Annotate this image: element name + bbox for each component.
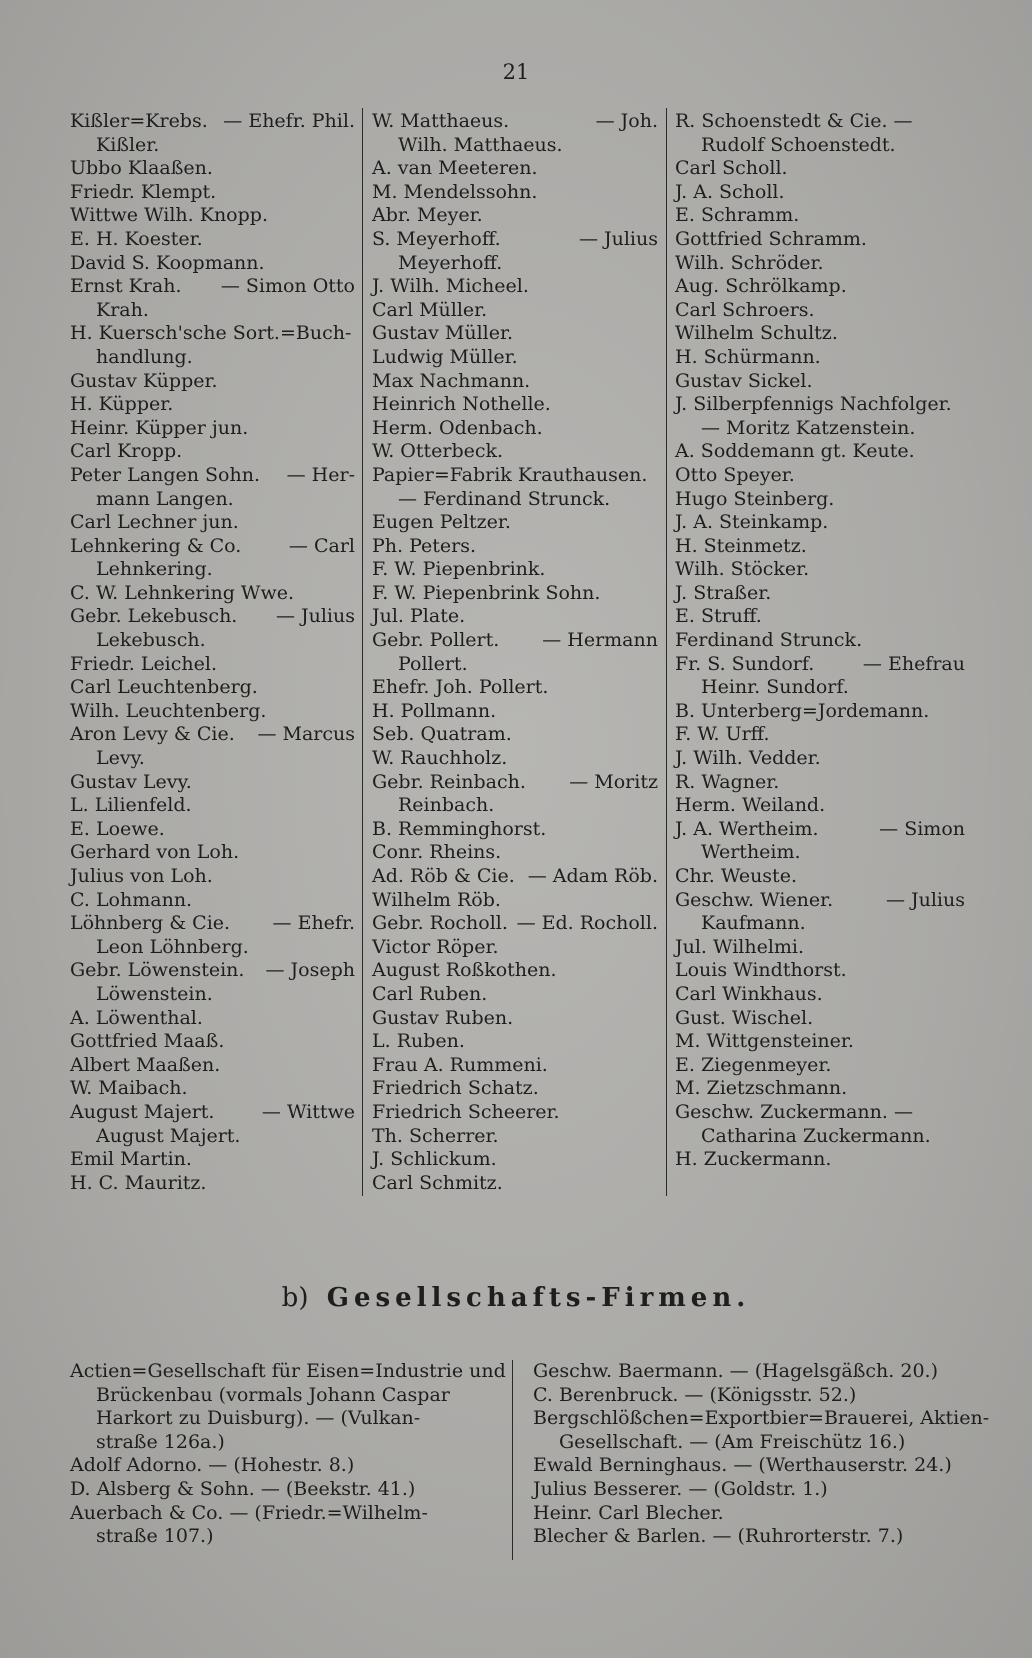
directory-entry-line: Gustav Levy.: [70, 770, 192, 793]
directory-entry-line: [70, 959, 355, 983]
directory-entry-line: Wilh. Matthaeus.: [398, 133, 563, 156]
directory-entry-line: M. Wittgensteiner.: [675, 1030, 854, 1053]
directory-entry-line: Carl Müller.: [372, 298, 488, 321]
entry-part: Gebr. Löwenstein.: [70, 959, 245, 982]
directory-entry-line: J. Silberpfennigs Nachfolger.: [675, 393, 952, 416]
directory-entry-line: Carl Scholl.: [675, 157, 788, 180]
directory-entry-line: Max Nachmann.: [372, 369, 531, 392]
entry-part: — Ed. Rocholl.: [516, 912, 658, 935]
directory-entry-line: Geschw. Zuckermann. —: [675, 1100, 913, 1123]
directory-entry-line: Friedr. Leichel.: [70, 652, 217, 675]
directory-entry-line: — Moritz Katzenstein.: [701, 416, 916, 439]
directory-entry-line: H. Pollmann.: [372, 699, 497, 722]
directory-entry-line: Wertheim.: [701, 841, 801, 864]
directory-entry-line: H. Kuersch'sche Sort.=Buch-: [70, 322, 352, 345]
directory-entry-line: C. Lohmann.: [70, 888, 193, 911]
directory-entry-line: Geschw. Baermann. — (Hagelsgäßch. 20.): [533, 1360, 939, 1382]
directory-entry-line: D. Alsberg & Sohn. — (Beekstr. 41.): [70, 1477, 416, 1500]
page-number: 21: [502, 60, 530, 84]
directory-entry-line: [70, 535, 355, 559]
entry-part: — Moritz: [569, 770, 658, 793]
directory-entry-line: Gerhard von Loh.: [70, 841, 240, 864]
directory-entry-line: Catharina Zuckermann.: [701, 1124, 931, 1147]
directory-entry-line: Julius Besserer. — (Goldstr. 1.): [533, 1477, 828, 1500]
directory-entry-line: Wilh. Schröder.: [675, 251, 824, 274]
entry-part: S. Meyerhoff.: [372, 227, 501, 250]
directory-entry-line: [70, 1101, 355, 1125]
entry-part: August Majert.: [70, 1100, 215, 1123]
directory-entry-line: Aug. Schrölkamp.: [675, 275, 847, 298]
entry-part: Peter Langen Sohn.: [70, 463, 261, 486]
directory-entry-line: [70, 912, 355, 936]
company-list-right: [533, 1360, 990, 1549]
directory-entry-line: [70, 605, 355, 629]
directory-entry-line: Krah.: [96, 298, 149, 321]
directory-entry-line: Victor Röper.: [372, 935, 499, 958]
section-title: Gesellschafts-Firmen.: [326, 1283, 751, 1313]
directory-entry-line: Heinr. Sundorf.: [701, 676, 849, 699]
directory-entry-line: Herm. Odenbach.: [372, 416, 543, 439]
entry-part: Kißler=Krebs.: [70, 110, 208, 132]
directory-entry-line: Emil Martin.: [70, 1148, 192, 1171]
directory-entry-line: [372, 228, 658, 252]
directory-entry-line: Kaufmann.: [701, 912, 806, 935]
directory-entry-line: J. A. Scholl.: [675, 180, 785, 203]
directory-entry-line: R. Schoenstedt & Cie. —: [675, 110, 913, 132]
directory-entry-line: A. Soddemann gt. Keute.: [675, 440, 915, 463]
directory-entry-line: C. Berenbruck. — (Königsstr. 52.): [533, 1383, 857, 1406]
directory-entry-line: Brückenbau (vormals Johann Caspar: [96, 1383, 450, 1406]
directory-entry-line: Wilhelm Röb.: [372, 888, 501, 911]
directory-entry-line: Lekebusch.: [96, 629, 206, 652]
directory-entry-line: [372, 771, 658, 795]
column-divider: [362, 108, 363, 1196]
directory-entry-line: Ferdinand Strunck.: [675, 629, 863, 652]
entry-part: Fr. S. Sundorf.: [675, 652, 815, 675]
directory-entry-line: Gustav Sickel.: [675, 369, 813, 392]
directory-entry-line: A. Löwenthal.: [70, 1006, 203, 1029]
directory-entry-line: August Roßkothen.: [372, 959, 557, 982]
directory-entry-line: Jul. Plate.: [372, 605, 466, 628]
entry-part: — Her-: [286, 463, 355, 486]
entry-part: — Julius: [885, 888, 965, 911]
directory-entry-line: W. Rauchholz.: [372, 747, 508, 770]
directory-entry-line: Harkort zu Duisburg). — (Vulkan-: [96, 1407, 421, 1430]
directory-entry-line: M. Zietzschmann.: [675, 1077, 848, 1100]
directory-entry-line: Hugo Steinberg.: [675, 487, 835, 510]
directory-entry-line: Carl Leuchtenberg.: [70, 676, 258, 699]
directory-entry-line: E. H. Koester.: [70, 227, 203, 250]
directory-entry-line: Gesellschaft. — (Am Freischütz 16.): [559, 1430, 906, 1453]
section-prefix: b): [281, 1283, 309, 1313]
directory-entry-line: Eugen Peltzer.: [372, 511, 511, 534]
directory-entry-line: — Ferdinand Strunck.: [398, 487, 611, 510]
directory-column-2: [372, 110, 658, 1195]
directory-entry-line: Ewald Berninghaus. — (Werthauserstr. 24.): [533, 1454, 952, 1477]
directory-entry-line: Ubbo Klaaßen.: [70, 157, 213, 180]
directory-entry-line: Louis Windthorst.: [675, 959, 847, 982]
directory-entry-line: Ph. Peters.: [372, 534, 477, 557]
directory-entry-line: Adolf Adorno. — (Hohestr. 8.): [70, 1454, 355, 1477]
directory-entry-line: Friedrich Scheerer.: [372, 1100, 560, 1123]
directory-entry-line: Heinr. Carl Blecher.: [533, 1501, 724, 1524]
entry-part: — Adam Röb.: [527, 865, 658, 887]
directory-entry-line: Julius von Loh.: [70, 865, 213, 887]
entry-part: Löhnberg & Cie.: [70, 912, 231, 935]
directory-entry-line: Auerbach & Co. — (Friedr.=Wilhelm-: [70, 1501, 428, 1524]
directory-entry-line: J. A. Steinkamp.: [675, 511, 829, 534]
directory-entry-line: Conr. Rheins.: [372, 841, 502, 864]
entry-part: — Wittwe: [261, 1100, 355, 1123]
directory-entry-line: B. Remminghorst.: [372, 817, 547, 840]
directory-entry-line: David S. Koopmann.: [70, 251, 265, 274]
directory-entry-line: [372, 912, 658, 936]
directory-entry-line: [70, 464, 355, 488]
directory-entry-line: straße 126a.): [96, 1430, 225, 1453]
directory-entry-line: W. Otterbeck.: [372, 440, 504, 463]
directory-entry-line: Gottfried Maaß.: [70, 1030, 225, 1053]
directory-entry-line: Otto Speyer.: [675, 463, 795, 486]
directory-entry-line: Pollert.: [398, 652, 468, 675]
directory-entry-line: E. Loewe.: [70, 817, 165, 840]
entry-part: Aron Levy & Cie.: [70, 723, 235, 746]
directory-entry-line: Wilh. Stöcker.: [675, 558, 810, 581]
entry-part: Ad. Röb & Cie.: [372, 865, 515, 887]
directory-entry-line: Levy.: [96, 747, 145, 770]
directory-entry-line: L. Lilienfeld.: [70, 794, 192, 817]
entry-part: — Marcus: [257, 723, 355, 746]
directory-entry-line: J. Straßer.: [675, 581, 772, 604]
directory-entry-line: straße 107.): [96, 1525, 214, 1548]
directory-entry-line: Carl Kropp.: [70, 440, 183, 463]
directory-entry-line: [675, 889, 965, 913]
directory-entry-line: Ludwig Müller.: [372, 345, 518, 368]
directory-entry-line: Gustav Müller.: [372, 322, 514, 345]
directory-entry-line: [70, 275, 355, 299]
directory-entry-line: Albert Maaßen.: [70, 1053, 221, 1076]
directory-entry-line: H. Zuckermann.: [675, 1148, 832, 1171]
directory-column-3: [675, 110, 965, 1172]
entry-part: Gebr. Reinbach.: [372, 770, 526, 793]
directory-entry-line: Blecher & Barlen. — (Ruhrorterstr. 7.): [533, 1525, 904, 1548]
directory-entry-line: [675, 818, 965, 842]
entry-part: — Simon: [879, 817, 965, 840]
entry-part: Gebr. Pollert.: [372, 629, 500, 652]
directory-entry-line: [372, 865, 658, 889]
directory-entry-line: Meyerhoff.: [398, 251, 503, 274]
directory-entry-line: B. Unterberg=Jordemann.: [675, 699, 930, 722]
directory-entry-line: Friedr. Klempt.: [70, 180, 217, 203]
directory-entry-line: Carl Ruben.: [372, 982, 488, 1005]
entry-part: — Ehefrau: [862, 652, 965, 675]
entry-part: W. Matthaeus.: [372, 110, 510, 132]
directory-entry-line: Wilhelm Schultz.: [675, 322, 838, 345]
directory-entry-line: Jul. Wilhelmi.: [675, 935, 805, 958]
directory-entry-line: R. Wagner.: [675, 770, 780, 793]
directory-column-1: [70, 110, 355, 1195]
directory-entry-line: Herm. Weiland.: [675, 794, 826, 817]
entry-part: — Joseph: [265, 959, 355, 982]
entry-part: J. A. Wertheim.: [675, 817, 819, 840]
directory-entry-line: Löwenstein.: [96, 982, 213, 1005]
directory-entry-line: Gustav Küpper.: [70, 369, 218, 392]
directory-entry-line: J. Wilh. Micheel.: [372, 275, 529, 298]
directory-entry-line: Ehefr. Joh. Pollert.: [372, 676, 549, 699]
directory-entry-line: F. W. Piepenbrink Sohn.: [372, 581, 601, 604]
entry-part: — Julius: [578, 227, 658, 250]
directory-entry-line: Lehnkering.: [96, 558, 213, 581]
directory-entry-line: August Majert.: [96, 1124, 241, 1147]
entry-part: Lehnkering & Co.: [70, 534, 242, 557]
directory-entry-line: H. Schürmann.: [675, 345, 821, 368]
directory-entry-line: F. W. Piepenbrink.: [372, 558, 546, 581]
entry-part: — Ehefr. Phil.: [223, 110, 355, 132]
directory-entry-line: Abr. Meyer.: [372, 204, 483, 227]
entry-part: — Joh.: [595, 110, 658, 132]
directory-entry-line: J. Wilh. Vedder.: [675, 747, 821, 770]
directory-entry-line: Th. Scherrer.: [372, 1124, 499, 1147]
directory-entry-line: [70, 110, 355, 134]
directory-entry-line: Kißler.: [96, 133, 160, 156]
directory-entry-line: handlung.: [96, 345, 193, 368]
directory-entry-line: A. van Meeteren.: [372, 157, 538, 180]
directory-entry-line: H. Küpper.: [70, 393, 174, 416]
directory-entry-line: [70, 723, 355, 747]
directory-entry-line: Papier=Fabrik Krauthausen.: [372, 463, 648, 486]
entry-part: — Ehefr.: [272, 912, 355, 935]
entry-part: — Carl: [288, 534, 355, 557]
directory-entry-line: J. Schlickum.: [372, 1148, 497, 1171]
directory-entry-line: W. Maibach.: [70, 1077, 188, 1100]
directory-entry-line: [372, 110, 658, 134]
directory-entry-line: Seb. Quatram.: [372, 723, 512, 746]
directory-entry-line: Friedrich Schatz.: [372, 1077, 539, 1100]
entry-part: Geschw. Wiener.: [675, 888, 834, 911]
directory-entry-line: Carl Schmitz.: [372, 1171, 503, 1194]
directory-entry-line: H. C. Mauritz.: [70, 1171, 207, 1194]
column-divider: [666, 108, 667, 1196]
directory-entry-line: Heinrich Nothelle.: [372, 393, 551, 416]
directory-entry-line: H. Steinmetz.: [675, 534, 807, 557]
directory-entry-line: mann Langen.: [96, 487, 234, 510]
directory-entry-line: L. Ruben.: [372, 1030, 465, 1053]
directory-entry-line: Carl Schroers.: [675, 298, 815, 321]
directory-entry-line: Wilh. Leuchtenberg.: [70, 699, 267, 722]
company-list-left: [70, 1360, 506, 1549]
section-heading: [0, 1283, 1032, 1313]
directory-entry-line: Bergschlößchen=Exportbier=Brauerei, Aktien-: [533, 1407, 990, 1430]
entry-part: — Simon Otto: [220, 275, 355, 298]
directory-entry-line: Chr. Weuste.: [675, 865, 797, 887]
directory-entry-line: [372, 629, 658, 653]
directory-entry-line: Reinbach.: [398, 794, 495, 817]
directory-entry-line: Carl Lechner jun.: [70, 511, 239, 534]
directory-entry-line: Carl Winkhaus.: [675, 982, 823, 1005]
directory-entry-line: Actien=Gesellschaft für Eisen=Industrie und: [70, 1360, 506, 1382]
directory-entry-line: Frau A. Rummeni.: [372, 1053, 548, 1076]
directory-entry-line: Leon Löhnberg.: [96, 935, 249, 958]
directory-entry-line: M. Mendelssohn.: [372, 180, 538, 203]
directory-entry-line: Heinr. Küpper jun.: [70, 416, 249, 439]
directory-entry-line: Gustav Ruben.: [372, 1006, 514, 1029]
entry-part: — Hermann: [542, 629, 658, 652]
directory-entry-line: Gust. Wischel.: [675, 1006, 814, 1029]
directory-entry-line: [675, 653, 965, 677]
entry-part: Gebr. Lekebusch.: [70, 605, 238, 628]
directory-entry-line: Gottfried Schramm.: [675, 227, 867, 250]
entry-part: Ernst Krah.: [70, 275, 182, 298]
directory-entry-line: F. W. Urff.: [675, 723, 770, 746]
column-divider: [512, 1360, 513, 1560]
directory-entry-line: E. Ziegenmeyer.: [675, 1053, 832, 1076]
directory-entry-line: E. Struff.: [675, 605, 762, 628]
directory-entry-line: E. Schramm.: [675, 204, 800, 227]
entry-part: Gebr. Rocholl.: [372, 912, 508, 935]
directory-entry-line: Rudolf Schoenstedt.: [701, 133, 896, 156]
directory-entry-line: Wittwe Wilh. Knopp.: [70, 204, 268, 227]
directory-entry-line: C. W. Lehnkering Wwe.: [70, 581, 294, 604]
entry-part: — Julius: [275, 605, 355, 628]
